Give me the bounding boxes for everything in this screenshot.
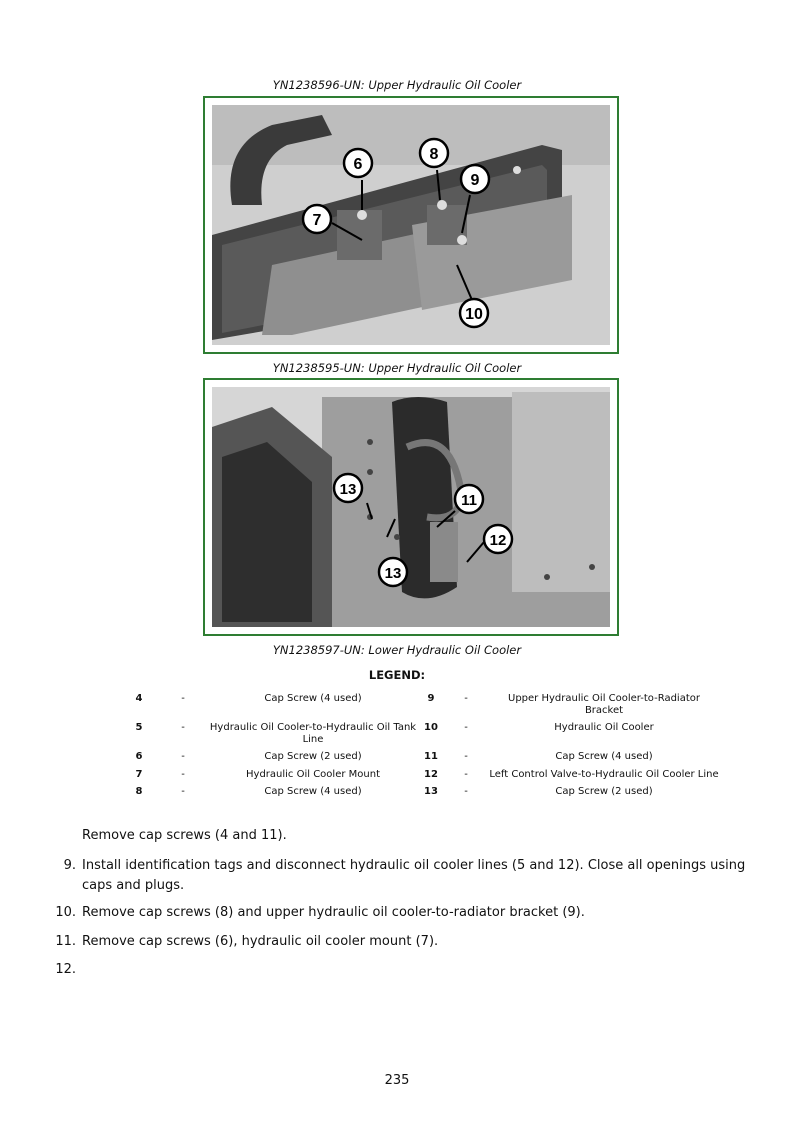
callout-13 — [379, 558, 407, 586]
legend-row — [120, 693, 720, 722]
step-text: Install identification tags and disconnect hydraulic oil cooler lines (5 and 12). Close all openings using caps and plugs. — [82, 858, 746, 893]
step-text: Remove cap screws (6), hydraulic oil cooler mount (7). — [82, 934, 439, 949]
callout-13 — [334, 474, 362, 502]
legend-description: Cap Screw (4 used) — [264, 786, 362, 797]
legend-description: Hydraulic Oil Cooler Mount — [246, 768, 380, 780]
legend-number: 10 — [424, 722, 438, 733]
callout-7 — [303, 205, 331, 233]
legend-dash: - — [181, 722, 185, 733]
step-number: 9. — [63, 858, 76, 873]
step-text: Remove cap screws (4 and 11). — [82, 828, 287, 843]
legend-row — [120, 722, 720, 751]
legend-dash: - — [181, 693, 185, 704]
legend-number: 7 — [135, 768, 143, 780]
figure-caption: YN1238595-UN: Upper Hydraulic Oil Cooler — [272, 361, 522, 375]
page-number: 235 — [384, 1073, 410, 1088]
figure-upper-cooler-photo — [203, 96, 619, 354]
legend-description: Cap Screw (2 used) — [264, 751, 362, 762]
figure-caption: YN1238596-UN: Upper Hydraulic Oil Cooler — [272, 78, 522, 92]
cooler-illustration — [212, 105, 610, 345]
legend-number: 9 — [427, 693, 435, 704]
legend-dash: - — [464, 786, 468, 797]
svg-text:13: 13 — [339, 481, 357, 498]
cooler-illustration — [212, 387, 610, 627]
legend-description: Cap Screw (2 used) — [555, 786, 653, 797]
legend-description: Left Control Valve-to-Hydraulic Oil Cooler Line — [489, 768, 719, 780]
svg-text:12: 12 — [489, 532, 507, 549]
legend-number: 11 — [424, 751, 438, 762]
figure-lower-cooler-photo — [203, 378, 619, 636]
legend-description: Cap Screw (4 used) — [555, 751, 653, 762]
legend-row — [120, 786, 720, 804]
callout-12 — [484, 525, 512, 553]
step-number: 11. — [55, 934, 76, 949]
step-number: 12. — [55, 962, 76, 977]
legend-number: 5 — [135, 722, 143, 733]
legend-description: Cap Screw (4 used) — [264, 693, 362, 704]
callout-8 — [420, 139, 448, 167]
svg-text:10: 10 — [465, 306, 483, 323]
svg-text:6: 6 — [353, 156, 363, 173]
callout-6 — [344, 149, 372, 177]
legend-number: 6 — [135, 751, 143, 762]
legend-description: Hydraulic Oil Cooler-to-Hydraulic Oil Tank Line — [209, 722, 417, 745]
legend-row — [120, 769, 720, 787]
legend-table — [120, 693, 720, 804]
callout-11 — [455, 485, 483, 513]
svg-text:13: 13 — [384, 565, 402, 582]
svg-text:7: 7 — [312, 212, 322, 229]
legend-dash: - — [464, 722, 468, 733]
legend-description: Upper Hydraulic Oil Cooler-to-Radiator Bracket — [508, 693, 700, 716]
legend-number: 13 — [424, 786, 438, 797]
legend-dash: - — [181, 786, 185, 797]
legend-dash: - — [464, 751, 468, 762]
svg-text:9: 9 — [470, 172, 480, 189]
legend-dash: - — [464, 693, 468, 704]
legend-dash: - — [464, 768, 468, 780]
legend-title: LEGEND: — [368, 668, 426, 682]
figure-caption: YN1238597-UN: Lower Hydraulic Oil Cooler — [272, 643, 522, 657]
callout-9 — [461, 165, 489, 193]
legend-number: 12 — [424, 768, 438, 780]
legend-description: Hydraulic Oil Cooler — [554, 722, 654, 733]
step-text: Remove cap screws (8) and upper hydraulic oil cooler-to-radiator bracket (9). — [82, 905, 585, 920]
legend-number: 8 — [135, 786, 143, 797]
svg-text:11: 11 — [461, 492, 477, 509]
legend-dash: - — [181, 768, 185, 780]
step-number: 10. — [55, 905, 76, 920]
callout-10 — [460, 299, 488, 327]
svg-text:8: 8 — [429, 146, 439, 163]
legend-number: 4 — [135, 693, 143, 704]
legend-dash: - — [181, 751, 185, 762]
legend-row — [120, 751, 720, 769]
